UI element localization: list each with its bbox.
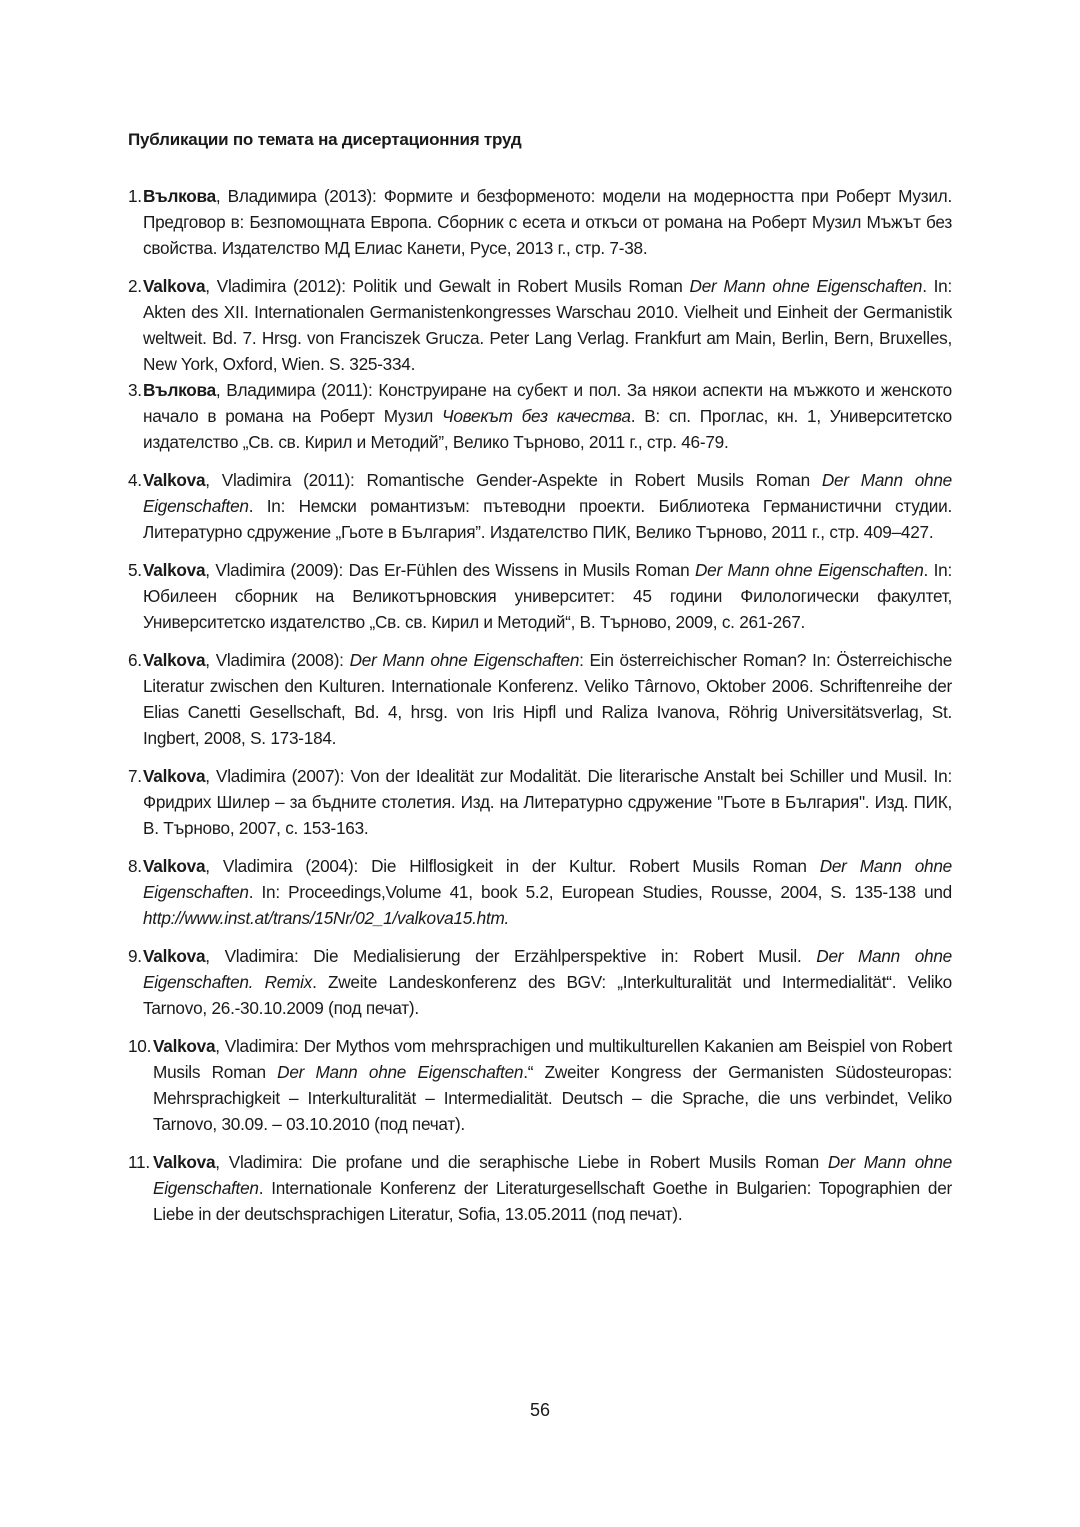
segment: Der Mann ohne Eigenschaften [694, 560, 924, 580]
list-item [128, 183, 952, 261]
segment: . In: Немски романтизъм: пътеводни проекти. Библиотека Германистични студии. Литературно сдружение „Гьоте в България”. Издателство ПИК, Велико Търново, 2011 г., стр. 409–427. [143, 496, 952, 542]
segment: Valkova [143, 560, 206, 580]
segment: Valkova [143, 470, 206, 490]
segment: Der Mann ohne Eigenschaften [349, 650, 580, 670]
segment: , Vladimira (2008): [205, 650, 350, 670]
item-number: 5. [128, 560, 142, 580]
item-number: 10. [128, 1036, 152, 1056]
segment: Valkova [143, 946, 206, 966]
segment: , Vladimira: Die Medialisierung der Erzählperspektive in: Robert Musil. [205, 946, 817, 966]
segment: Valkova [153, 1036, 216, 1056]
item-number: 1. [128, 186, 142, 206]
item-number: 2. [128, 276, 142, 296]
segment: Der Mann ohne Eigenschaften. Remix [143, 946, 952, 992]
segment: , Vladimira (2011): Romantische Gender-Aspekte in Robert Musils Roman [205, 470, 822, 490]
segment: Der Mann ohne Eigenschaften [143, 470, 952, 516]
segment: , Владимира (2013): Формите и безформеното: модели на модерността при Роберт Музил. Предговор в: Безпомощната Европа. Сборник с есета и откъси от романа на Роберт Музил Мъжът без свойства. Издателство МД Елиас Канети, Русе, 2013 г., стр. 7-38. [143, 186, 952, 258]
segment: , Vladimira (2007): Von der Idealität zur Modalität. Die literarische Anstalt bei Schiller und Musil. In: Фридрих Шилер – за бъдните столетия. Изд. на Литературно сдружение "Гьоте в България". Изд. ПИК, В. Търново, 2007, с. 153-163. [143, 766, 952, 838]
segment: . Zweite Landeskonferenz des BGV: „Interkulturalität und Intermedialität“. Veliko Tarnovo, 26.-30.10.2009 (под печат). [143, 972, 952, 1018]
segment: . Internationale Konferenz der Literaturgesellschaft Goethe in Bulgarien: Topographien der Liebe in der deutschsprachigen Literatur, Sofia, 13.05.2011 (под печат). [153, 1178, 952, 1224]
list-item [128, 557, 952, 635]
list-item [128, 763, 952, 841]
item-number: 3. [128, 380, 142, 400]
segment: Der Mann ohne Eigenschaften [689, 276, 923, 296]
segment: http://www.inst.at/trans/15Nr/02_1/valkova15.htm. [143, 908, 510, 928]
segment: Човекът без качества [442, 406, 631, 426]
segment: , Vladimira: Der Mythos vom mehrsprachigen und multikulturellen Kakanien am Beispiel von Robert Musils Roman [153, 1036, 952, 1082]
segment: , Vladimira (2012): Politik und Gewalt in Robert Musils Roman [205, 276, 690, 296]
item-number: 7. [128, 766, 142, 786]
list-item [128, 1149, 952, 1227]
section-heading: Публикации по темата на дисертационния труд [128, 130, 522, 149]
segment: : Ein österreichischer Roman? In: Österreichische Literatur zwischen den Kulturen. Internationale Konferenz. Veliko Târnovo, Oktober 2006. Schriftenreihe der Elias Canetti Gesellschaft, Bd. 4, hrsg. von Iris Hipfl und Raliza Ivanova, Röhrig Universitätsverlag, St. Ingbert, 2008, S. 173-184. [143, 650, 953, 748]
list-item [128, 647, 952, 751]
segment: Valkova [143, 766, 206, 786]
publication-list [128, 183, 952, 1239]
item-number: 9. [128, 946, 142, 966]
segment: , Vladimira: Die profane und die seraphische Liebe in Robert Musils Roman [215, 1152, 828, 1172]
segment: , Владимира (2011): Конструиране на субект и пол. За някои аспекти на мъжкото и женското начало в романа на Роберт Музил [143, 380, 952, 426]
segment: Valkova [143, 276, 206, 296]
segment: Der Mann ohne Eigenschaften [143, 856, 952, 902]
segment: . In: Akten des XII. Internationalen Germanistenkongresses Warschau 2010. Vielheit und Einheit der Germanistik weltweit. Bd. 7. Hrsg. von Franciszek Grucza. Peter Lang Verlag. Frankfurt am Main, Berlin, Bern, Bruxelles, New York, Oxford, Wien. S. 325-334. [143, 276, 953, 374]
list-item [128, 273, 952, 377]
segment: , Vladimira (2009): Das Er-Fühlen des Wissens in Musils Roman [205, 560, 695, 580]
item-number: 11. [128, 1152, 150, 1172]
page-number: 56 [529, 1400, 551, 1420]
segment: . В: сп. Проглас, кн. 1, Университетско издателство „Св. св. Кирил и Методий”, Велико Търново, 2011 г., стр. 46-79. [143, 406, 952, 452]
list-item [128, 853, 952, 931]
segment: Вълкова [143, 380, 216, 400]
segment: . In: Юбилеен сборник на Великотърновския университет: 45 години Филологически факултет, Университетско издателство „Св. св. Кирил и Методий“, В. Търново, 2009, с. 261-267. [143, 560, 952, 632]
segment: Вълкова [143, 186, 216, 206]
item-number: 6. [128, 650, 142, 670]
segment: Valkova [143, 650, 206, 670]
list-item [128, 377, 952, 455]
segment: Valkova [153, 1152, 216, 1172]
list-item [128, 1033, 952, 1137]
segment: . In: Proceedings,Volume 41, book 5.2, European Studies, Rousse, 2004, S. 135-138 und [248, 882, 952, 902]
segment: Der Mann ohne Eigenschaften [153, 1152, 952, 1198]
list-item [128, 467, 952, 545]
list-item [128, 943, 952, 1021]
segment: .“ Zweiter Kongress der Germanisten Südosteuropas: Mehrsprachigkeit – Interkulturalität – Intermedialität. Deutsch – die Sprache, die uns verbindet, Veliko Tarnovo, 30.09. – 03.10.2010 (под печат). [153, 1062, 953, 1134]
segment: Der Mann ohne Eigenschaften [277, 1062, 524, 1082]
segment: , Vladimira (2004): Die Hilflosigkeit in der Kultur. Robert Musils Roman [205, 856, 820, 876]
item-number: 4. [128, 470, 142, 490]
item-number: 8. [128, 856, 142, 876]
segment: Valkova [143, 856, 206, 876]
